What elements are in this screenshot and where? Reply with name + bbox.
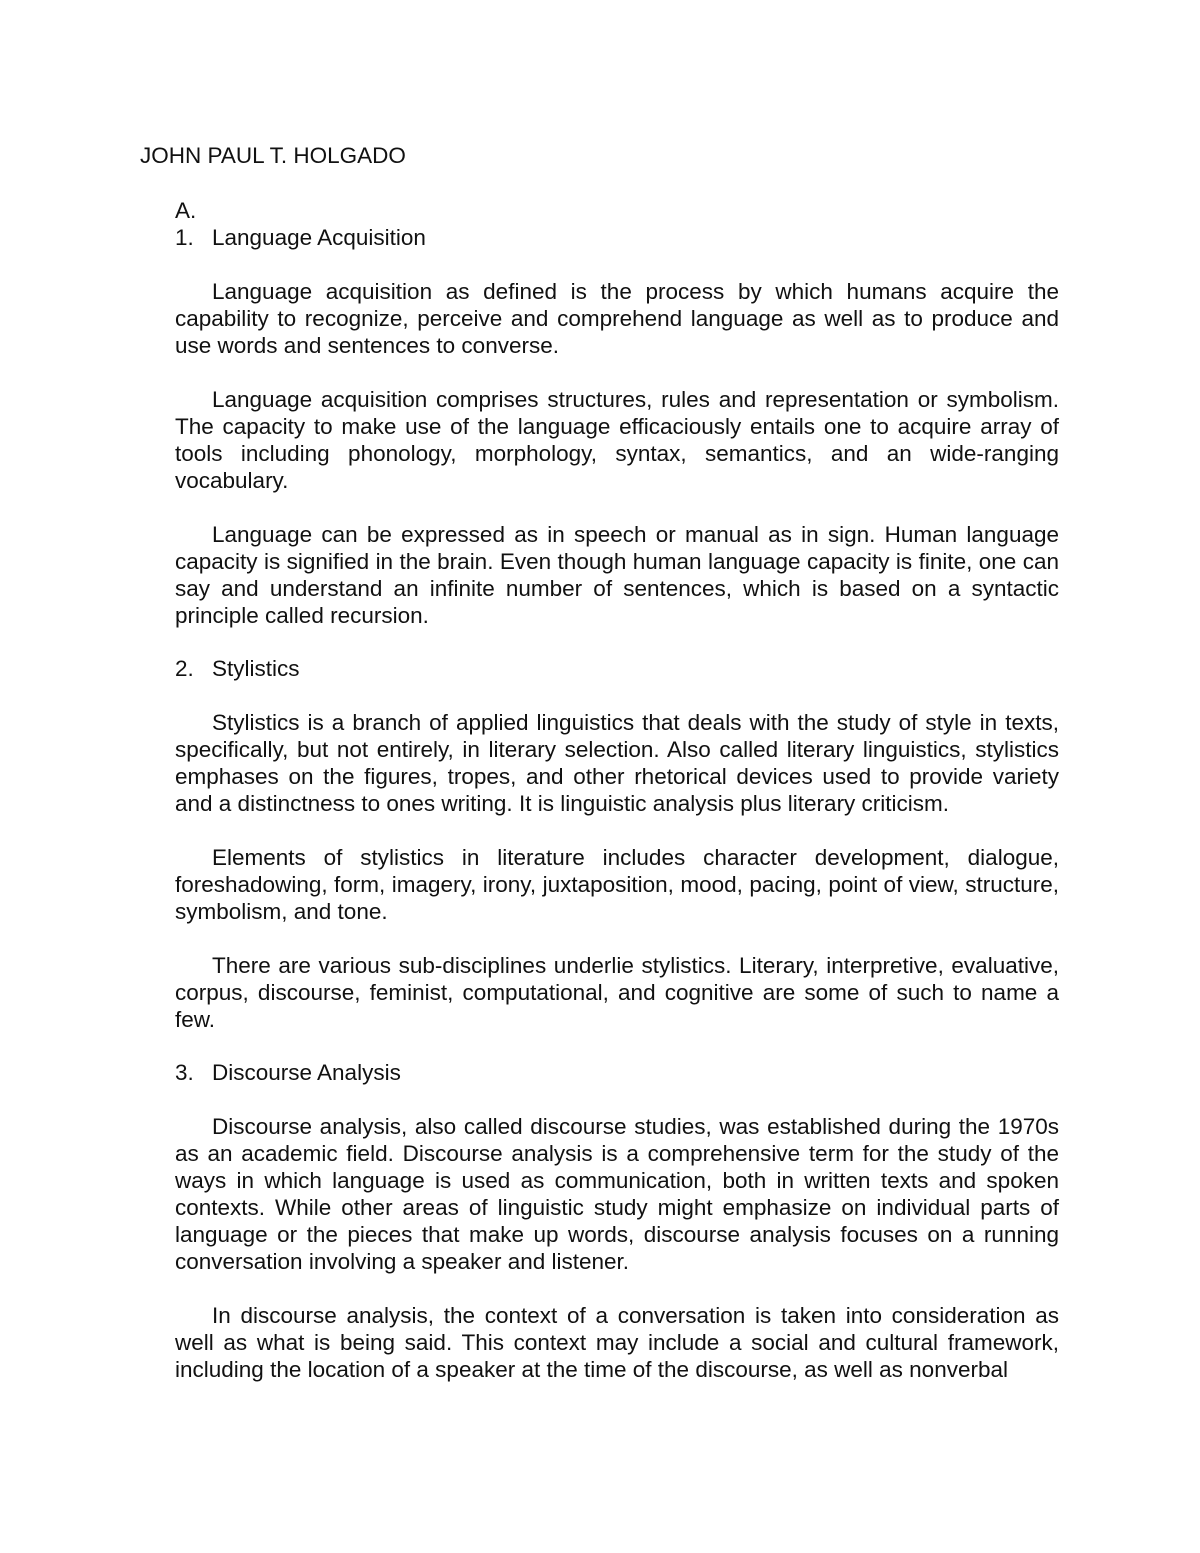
section-heading-discourse-analysis	[140, 1059, 1059, 1086]
section-title: Stylistics	[212, 656, 300, 681]
section-number: 1.	[175, 225, 194, 250]
document-body	[140, 142, 1059, 1383]
section-heading-language-acquisition	[140, 224, 1059, 251]
author-name: JOHN PAUL T. HOLGADO	[140, 143, 406, 168]
paragraph: Elements of stylistics in literature includes character development, dialogue, foreshadowing, form, imagery, irony, juxtaposition, mood, pacing, point of view, structure, symbolism, and tone.	[175, 845, 1059, 924]
paragraph: Language acquisition comprises structures, rules and representation or symbolism. The capacity to make use of the language efficaciously entails one to acquire array of tools including phonology, morphology, syntax, semantics, and an wide-ranging vocabulary.	[175, 387, 1059, 493]
paragraph: There are various sub-disciplines underlie stylistics. Literary, interpretive, evaluative, corpus, discourse, feminist, computational, and cognitive are some of such to name a few.	[175, 953, 1059, 1032]
paragraph: Stylistics is a branch of applied linguistics that deals with the study of style in texts, specifically, but not entirely, in literary selection. Also called literary linguistics, stylistics emphases on the figures, tropes, and other rhetorical devices used to provide variety and a distinctness to ones writing. It is linguistic analysis plus literary criticism.	[175, 710, 1059, 816]
section-title: Language Acquisition	[212, 225, 426, 250]
section-heading-stylistics	[140, 655, 1059, 682]
paragraph: Language can be expressed as in speech or manual as in sign. Human language capacity is signified in the brain. Even though human language capacity is finite, one can say and understand an infinite number of sentences, which is based on a syntactic principle called recursion.	[175, 522, 1059, 628]
paragraph: Discourse analysis, also called discourse studies, was established during the 1970s as an academic field. Discourse analysis is a comprehensive term for the study of the ways in which language is used as communication, both in written texts and spoken contexts. While other areas of linguistic study might emphasize on individual parts of language or the pieces that make up words, discourse analysis focuses on a running conversation involving a speaker and listener.	[175, 1114, 1059, 1274]
paragraph: Language acquisition as defined is the process by which humans acquire the capability to recognize, perceive and comprehend language as well as to produce and use words and sentences to converse.	[175, 279, 1059, 358]
section-number: 2.	[175, 656, 194, 681]
part-label: A.	[175, 198, 197, 223]
section-title: Discourse Analysis	[212, 1060, 401, 1085]
paragraph: In discourse analysis, the context of a conversation is taken into consideration as well as what is being said. This context may include a social and cultural framework, including the location of a speaker at the time of the discourse, as well as nonverbal	[175, 1303, 1059, 1382]
section-number: 3.	[175, 1060, 194, 1085]
